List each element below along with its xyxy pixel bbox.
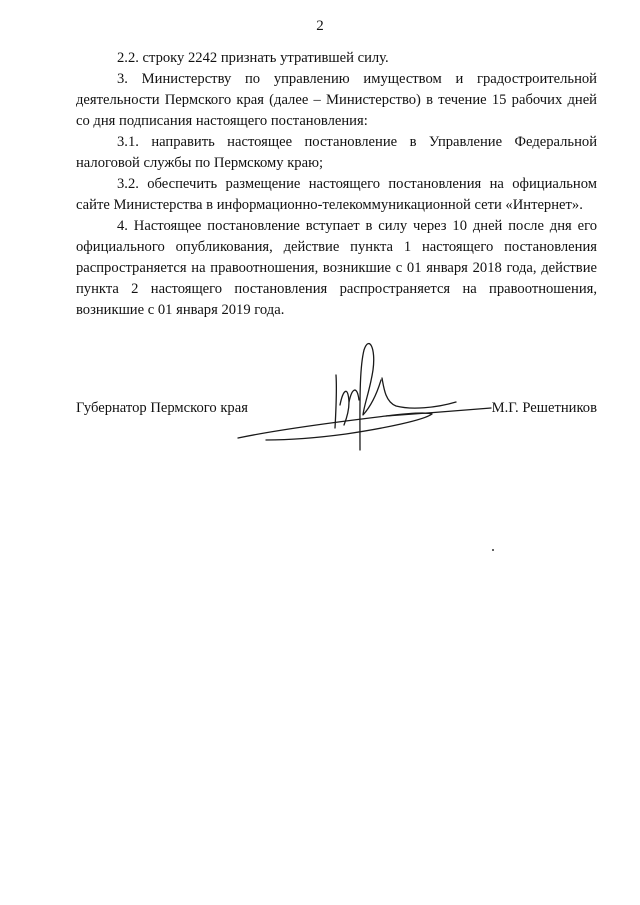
handwritten-signature bbox=[236, 330, 536, 460]
page-number: 2 bbox=[316, 18, 324, 34]
paragraph-4: 4. Настоящее постановление вступает в силу через 10 дней после дня его официального опубликования, действие пункта 1 настоящего постановления распространяется на правоотношения, возникшие с 01 января 2018 года, действие пункта 2 настоящего постановления распространяется на правоотношения, возникшие с 01 января 2019 года. bbox=[76, 218, 597, 318]
paragraph-3-1: 3.1. направить настоящее постановление в Управление Федеральной налоговой службы по Пермскому краю; bbox=[76, 134, 597, 171]
paragraph-3: 3. Министерству по управлению имуществом и градостроительной деятельности Пермского края (далее – Министерство) в течение 15 рабочих дней со дня подписания настоящего постановления: bbox=[76, 71, 597, 129]
signatory-title: Губернатор Пермского края bbox=[76, 400, 248, 416]
scan-speck bbox=[492, 549, 494, 551]
document-body bbox=[76, 48, 597, 321]
signatory-name: М.Г. Решетников bbox=[491, 400, 597, 416]
paragraph-3-2: 3.2. обеспечить размещение настоящего постановления на официальном сайте Министерства в информационно-телекоммуникационной сети «Интернет». bbox=[76, 176, 597, 213]
paragraph-2-2: 2.2. строку 2242 признать утратившей силу. bbox=[117, 50, 389, 66]
signature-block bbox=[76, 330, 597, 460]
